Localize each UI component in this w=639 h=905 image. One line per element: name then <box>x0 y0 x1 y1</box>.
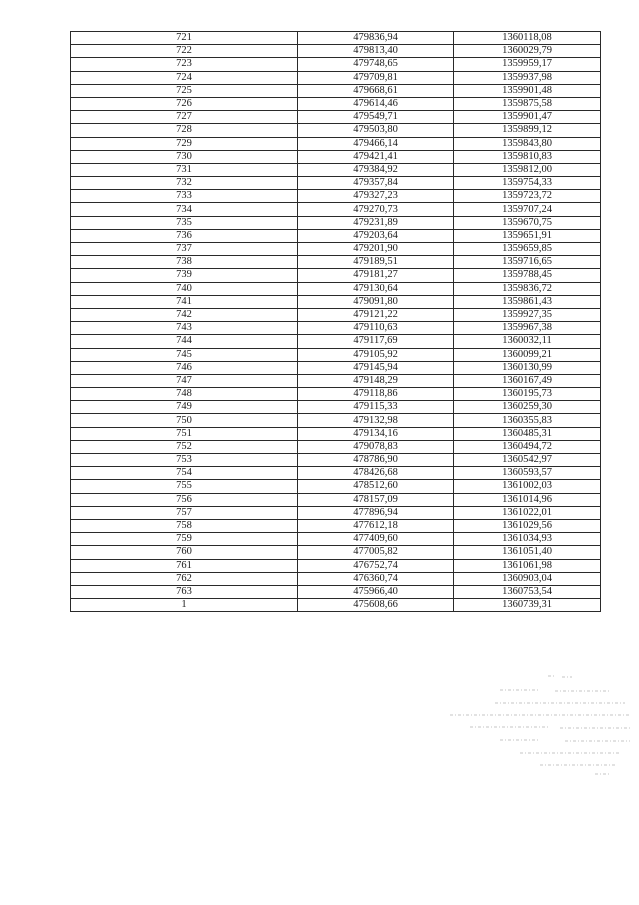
table-row <box>71 243 601 256</box>
x-coordinate-cell: 479503,80 <box>298 124 454 137</box>
y-coordinate-cell: 1360494,72 <box>454 440 601 453</box>
y-coordinate-cell: 1359927,35 <box>454 308 601 321</box>
point-number-cell: 747 <box>71 374 298 387</box>
x-coordinate-cell: 479130,64 <box>298 282 454 295</box>
table-row <box>71 32 601 45</box>
y-coordinate-cell: 1359861,43 <box>454 295 601 308</box>
x-coordinate-cell: 479384,92 <box>298 163 454 176</box>
x-coordinate-cell: 478426,68 <box>298 467 454 480</box>
point-number-cell: 744 <box>71 335 298 348</box>
point-number-cell: 750 <box>71 414 298 427</box>
point-number-cell: 751 <box>71 427 298 440</box>
x-coordinate-cell: 479148,29 <box>298 374 454 387</box>
y-coordinate-cell: 1360032,11 <box>454 335 601 348</box>
y-coordinate-cell: 1359901,48 <box>454 84 601 97</box>
point-number-cell: 762 <box>71 572 298 585</box>
point-number-cell: 736 <box>71 229 298 242</box>
table-row <box>71 414 601 427</box>
table-row <box>71 71 601 84</box>
x-coordinate-cell: 479813,40 <box>298 45 454 58</box>
x-coordinate-cell: 479270,73 <box>298 203 454 216</box>
point-number-cell: 745 <box>71 348 298 361</box>
table-row <box>71 124 601 137</box>
x-coordinate-cell: 479614,46 <box>298 97 454 110</box>
y-coordinate-cell: 1359901,47 <box>454 111 601 124</box>
point-number-cell: 735 <box>71 216 298 229</box>
y-coordinate-cell: 1360485,31 <box>454 427 601 440</box>
point-number-cell: 739 <box>71 269 298 282</box>
point-number-cell: 743 <box>71 322 298 335</box>
y-coordinate-cell: 1361029,56 <box>454 519 601 532</box>
point-number-cell: 740 <box>71 282 298 295</box>
y-coordinate-cell: 1359651,91 <box>454 229 601 242</box>
table-row <box>71 150 601 163</box>
x-coordinate-cell: 479134,16 <box>298 427 454 440</box>
y-coordinate-cell: 1360593,57 <box>454 467 601 480</box>
x-coordinate-cell: 479748,65 <box>298 58 454 71</box>
table-row <box>71 229 601 242</box>
x-coordinate-cell: 475966,40 <box>298 585 454 598</box>
table-row <box>71 203 601 216</box>
point-number-cell: 757 <box>71 506 298 519</box>
point-number-cell: 756 <box>71 493 298 506</box>
x-coordinate-cell: 479231,89 <box>298 216 454 229</box>
y-coordinate-cell: 1359875,58 <box>454 97 601 110</box>
x-coordinate-cell: 479189,51 <box>298 256 454 269</box>
point-number-cell: 759 <box>71 533 298 546</box>
point-number-cell: 741 <box>71 295 298 308</box>
y-coordinate-cell: 1361061,98 <box>454 559 601 572</box>
x-coordinate-cell: 479421,41 <box>298 150 454 163</box>
y-coordinate-cell: 1360029,79 <box>454 45 601 58</box>
x-coordinate-cell: 475608,66 <box>298 599 454 612</box>
table-row <box>71 559 601 572</box>
table-row <box>71 335 601 348</box>
point-number-cell: 730 <box>71 150 298 163</box>
y-coordinate-cell: 1361002,03 <box>454 480 601 493</box>
y-coordinate-cell: 1359812,00 <box>454 163 601 176</box>
y-coordinate-cell: 1359967,38 <box>454 322 601 335</box>
scan-artifact-marks <box>440 670 635 780</box>
point-number-cell: 729 <box>71 137 298 150</box>
y-coordinate-cell: 1360130,99 <box>454 361 601 374</box>
x-coordinate-cell: 477896,94 <box>298 506 454 519</box>
x-coordinate-cell: 479132,98 <box>298 414 454 427</box>
table-row <box>71 269 601 282</box>
y-coordinate-cell: 1361051,40 <box>454 546 601 559</box>
point-number-cell: 738 <box>71 256 298 269</box>
table-row <box>71 427 601 440</box>
y-coordinate-cell: 1359723,72 <box>454 190 601 203</box>
point-number-cell: 1 <box>71 599 298 612</box>
x-coordinate-cell: 479357,84 <box>298 177 454 190</box>
point-number-cell: 749 <box>71 401 298 414</box>
y-coordinate-cell: 1359899,12 <box>454 124 601 137</box>
point-number-cell: 727 <box>71 111 298 124</box>
table-row <box>71 163 601 176</box>
table-row <box>71 599 601 612</box>
table-row <box>71 519 601 532</box>
point-number-cell: 725 <box>71 84 298 97</box>
y-coordinate-cell: 1361034,93 <box>454 533 601 546</box>
x-coordinate-cell: 479201,90 <box>298 243 454 256</box>
table-row <box>71 308 601 321</box>
x-coordinate-cell: 479115,33 <box>298 401 454 414</box>
y-coordinate-cell: 1359659,85 <box>454 243 601 256</box>
x-coordinate-cell: 476360,74 <box>298 572 454 585</box>
y-coordinate-cell: 1360739,31 <box>454 599 601 612</box>
point-number-cell: 731 <box>71 163 298 176</box>
x-coordinate-cell: 479105,92 <box>298 348 454 361</box>
point-number-cell: 742 <box>71 308 298 321</box>
table-row <box>71 282 601 295</box>
y-coordinate-cell: 1359754,33 <box>454 177 601 190</box>
x-coordinate-cell: 479203,64 <box>298 229 454 242</box>
point-number-cell: 732 <box>71 177 298 190</box>
y-coordinate-cell: 1360259,30 <box>454 401 601 414</box>
point-number-cell: 752 <box>71 440 298 453</box>
table-row <box>71 546 601 559</box>
point-number-cell: 722 <box>71 45 298 58</box>
table-row <box>71 256 601 269</box>
x-coordinate-cell: 479466,14 <box>298 137 454 150</box>
table-row <box>71 506 601 519</box>
y-coordinate-cell: 1359788,45 <box>454 269 601 282</box>
y-coordinate-cell: 1360167,49 <box>454 374 601 387</box>
table-row <box>71 467 601 480</box>
table-row <box>71 585 601 598</box>
coordinates-table <box>70 31 601 612</box>
x-coordinate-cell: 478786,90 <box>298 454 454 467</box>
x-coordinate-cell: 479709,81 <box>298 71 454 84</box>
x-coordinate-cell: 477409,60 <box>298 533 454 546</box>
table-row <box>71 97 601 110</box>
y-coordinate-cell: 1359716,65 <box>454 256 601 269</box>
x-coordinate-cell: 479549,71 <box>298 111 454 124</box>
table-row <box>71 216 601 229</box>
point-number-cell: 728 <box>71 124 298 137</box>
y-coordinate-cell: 1360195,73 <box>454 388 601 401</box>
x-coordinate-cell: 479110,63 <box>298 322 454 335</box>
table-row <box>71 190 601 203</box>
x-coordinate-cell: 479117,69 <box>298 335 454 348</box>
y-coordinate-cell: 1359810,83 <box>454 150 601 163</box>
y-coordinate-cell: 1361022,01 <box>454 506 601 519</box>
table-row <box>71 361 601 374</box>
y-coordinate-cell: 1360903,04 <box>454 572 601 585</box>
table-row <box>71 58 601 71</box>
point-number-cell: 737 <box>71 243 298 256</box>
table-row <box>71 348 601 361</box>
x-coordinate-cell: 478512,60 <box>298 480 454 493</box>
y-coordinate-cell: 1360118,08 <box>454 32 601 45</box>
table-row <box>71 533 601 546</box>
x-coordinate-cell: 479091,80 <box>298 295 454 308</box>
point-number-cell: 753 <box>71 454 298 467</box>
point-number-cell: 721 <box>71 32 298 45</box>
table-row <box>71 401 601 414</box>
x-coordinate-cell: 477005,82 <box>298 546 454 559</box>
table-row <box>71 388 601 401</box>
point-number-cell: 724 <box>71 71 298 84</box>
x-coordinate-cell: 476752,74 <box>298 559 454 572</box>
point-number-cell: 723 <box>71 58 298 71</box>
table-row <box>71 440 601 453</box>
table-row <box>71 295 601 308</box>
table-row <box>71 572 601 585</box>
point-number-cell: 734 <box>71 203 298 216</box>
table-row <box>71 177 601 190</box>
y-coordinate-cell: 1361014,96 <box>454 493 601 506</box>
coordinates-table-body <box>71 32 601 612</box>
x-coordinate-cell: 479668,61 <box>298 84 454 97</box>
x-coordinate-cell: 479078,83 <box>298 440 454 453</box>
y-coordinate-cell: 1359843,80 <box>454 137 601 150</box>
y-coordinate-cell: 1359959,17 <box>454 58 601 71</box>
point-number-cell: 746 <box>71 361 298 374</box>
table-row <box>71 84 601 97</box>
y-coordinate-cell: 1359707,24 <box>454 203 601 216</box>
x-coordinate-cell: 477612,18 <box>298 519 454 532</box>
point-number-cell: 733 <box>71 190 298 203</box>
table-row <box>71 493 601 506</box>
table-row <box>71 480 601 493</box>
table-row <box>71 45 601 58</box>
table-row <box>71 454 601 467</box>
x-coordinate-cell: 479327,23 <box>298 190 454 203</box>
point-number-cell: 763 <box>71 585 298 598</box>
y-coordinate-cell: 1360542,97 <box>454 454 601 467</box>
table-row <box>71 111 601 124</box>
y-coordinate-cell: 1359670,75 <box>454 216 601 229</box>
y-coordinate-cell: 1359836,72 <box>454 282 601 295</box>
y-coordinate-cell: 1360099,21 <box>454 348 601 361</box>
table-row <box>71 374 601 387</box>
y-coordinate-cell: 1360355,83 <box>454 414 601 427</box>
point-number-cell: 760 <box>71 546 298 559</box>
point-number-cell: 758 <box>71 519 298 532</box>
point-number-cell: 748 <box>71 388 298 401</box>
y-coordinate-cell: 1359937,98 <box>454 71 601 84</box>
x-coordinate-cell: 479118,86 <box>298 388 454 401</box>
x-coordinate-cell: 479121,22 <box>298 308 454 321</box>
x-coordinate-cell: 478157,09 <box>298 493 454 506</box>
point-number-cell: 726 <box>71 97 298 110</box>
x-coordinate-cell: 479145,94 <box>298 361 454 374</box>
x-coordinate-cell: 479836,94 <box>298 32 454 45</box>
table-row <box>71 322 601 335</box>
point-number-cell: 754 <box>71 467 298 480</box>
x-coordinate-cell: 479181,27 <box>298 269 454 282</box>
table-row <box>71 137 601 150</box>
y-coordinate-cell: 1360753,54 <box>454 585 601 598</box>
point-number-cell: 755 <box>71 480 298 493</box>
point-number-cell: 761 <box>71 559 298 572</box>
